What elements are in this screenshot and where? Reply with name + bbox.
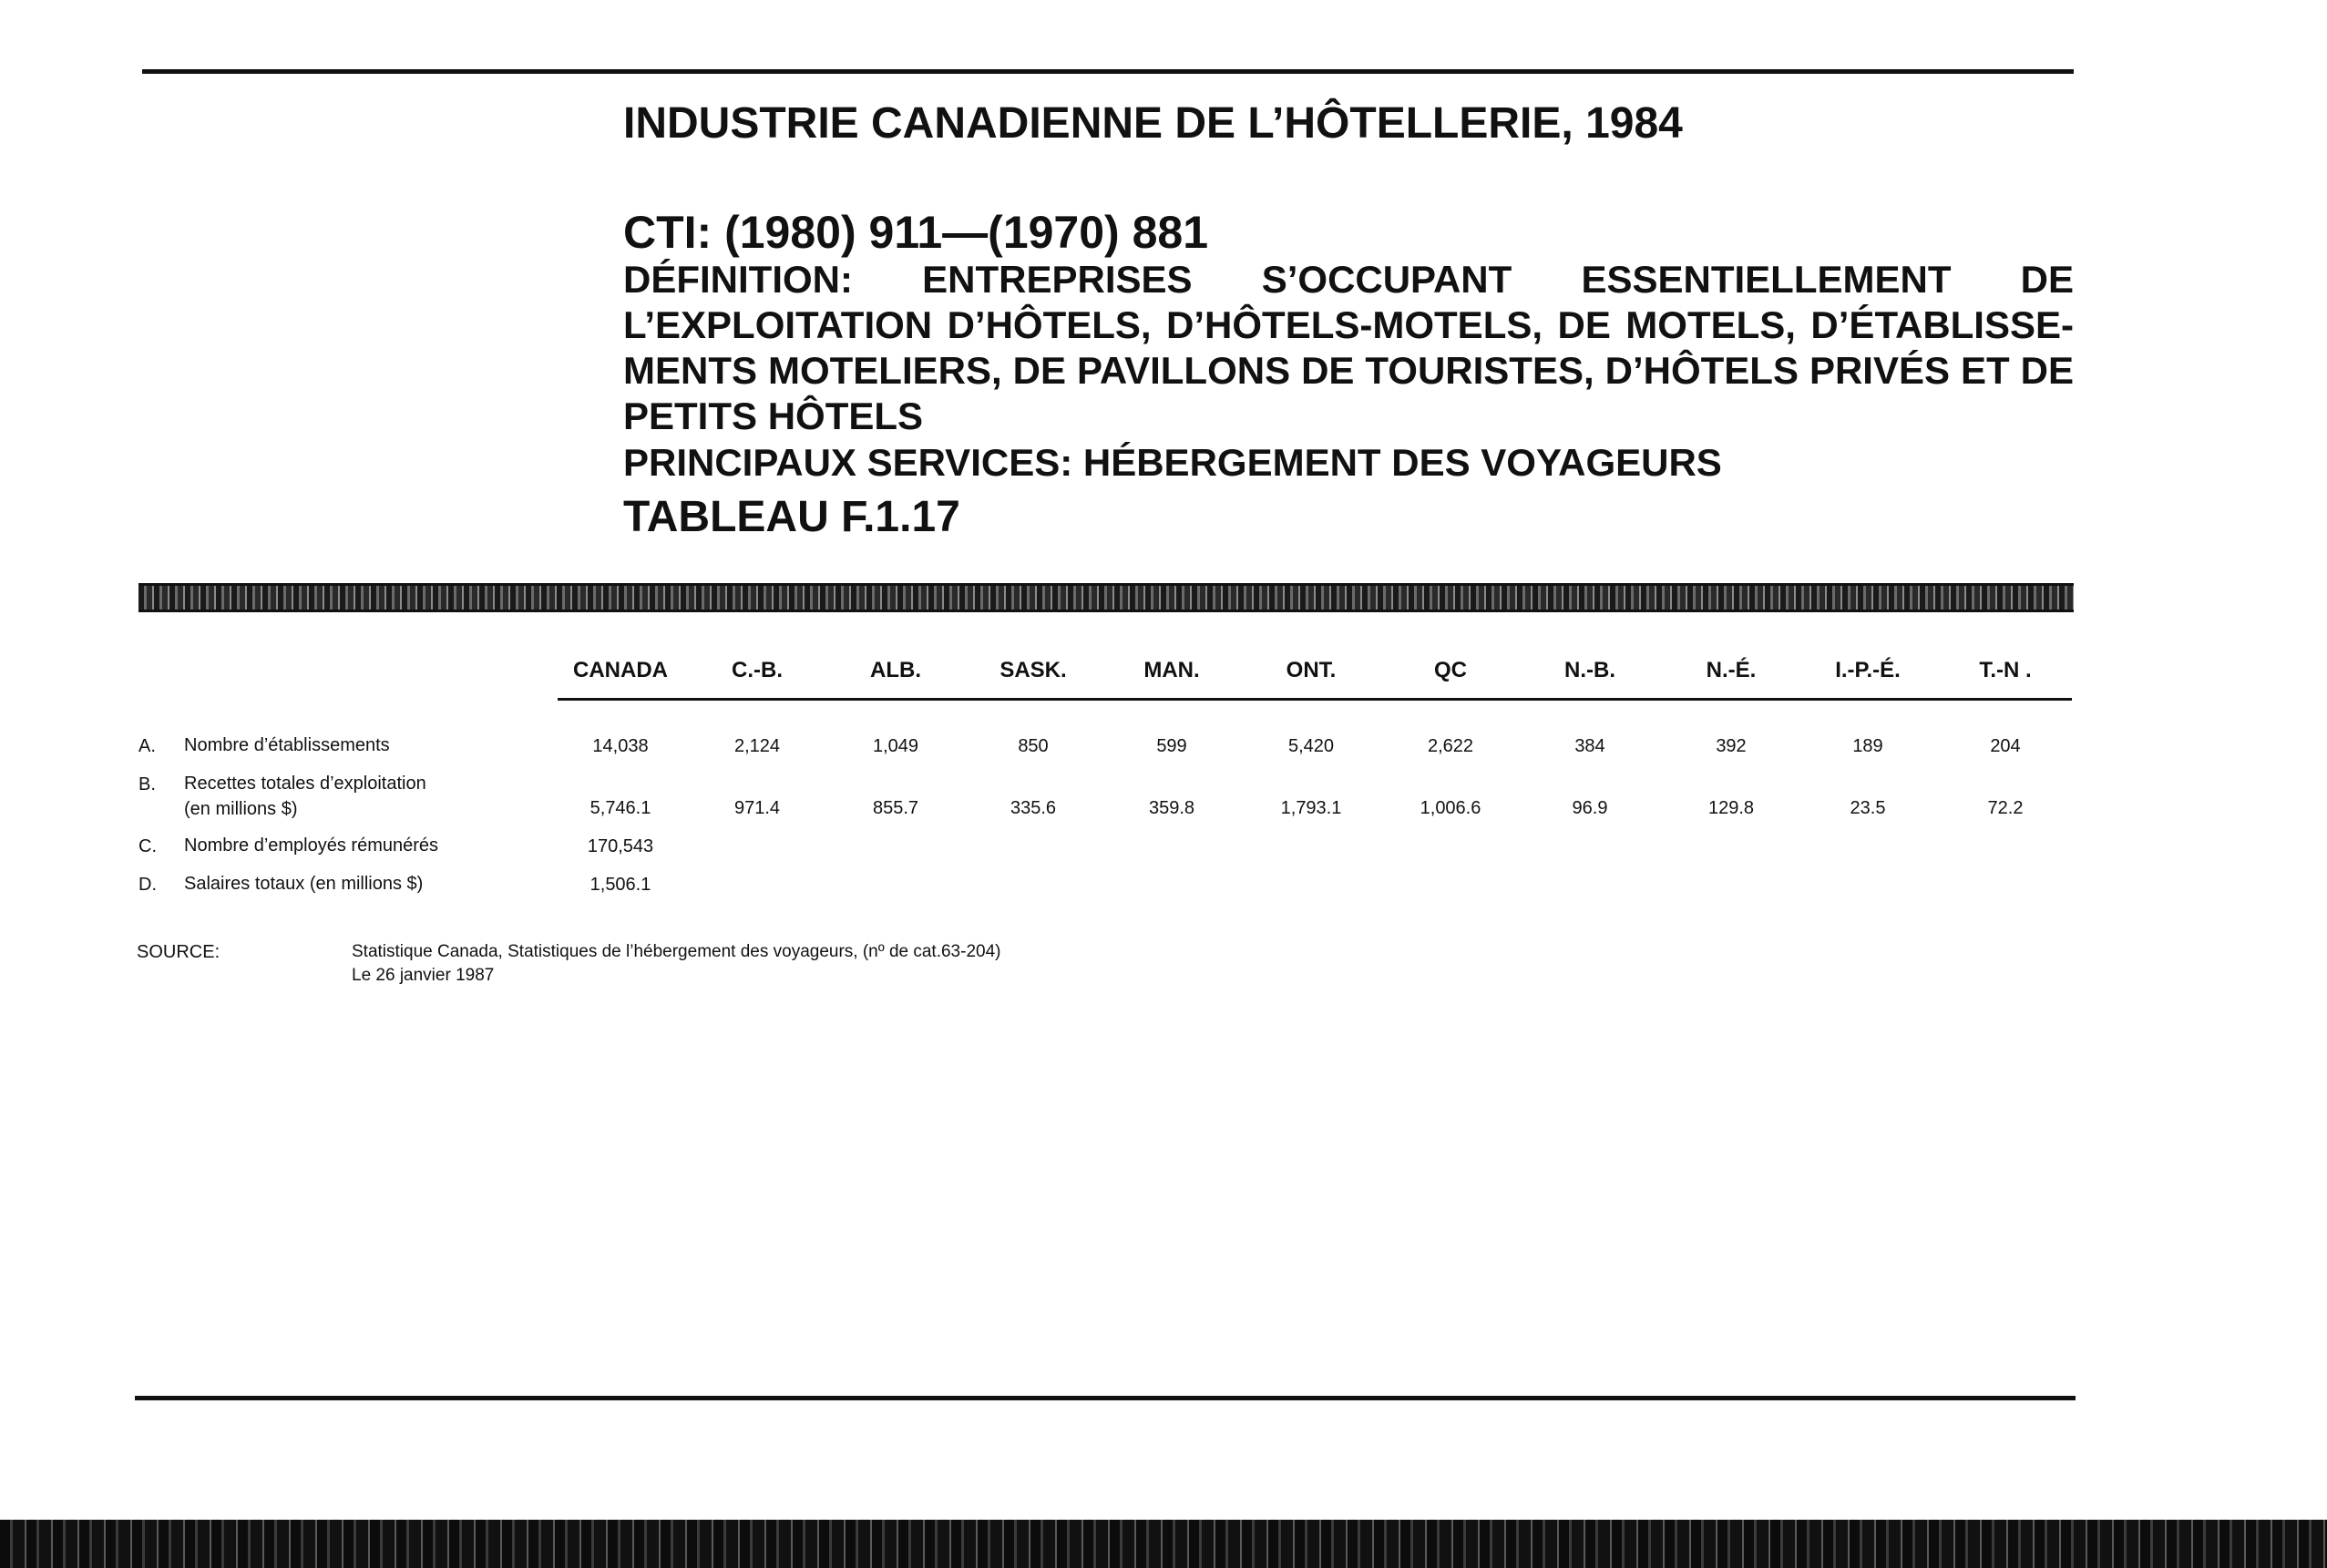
column-header: SASK.	[999, 658, 1067, 682]
source-date: Le 26 janvier 1987	[352, 966, 495, 985]
column-header: MAN.	[1143, 658, 1200, 682]
row-label-line: Salaires totaux (en millions $)	[184, 874, 424, 894]
column-header: ONT.	[1286, 658, 1337, 682]
table-cell: 72.2	[1987, 798, 2024, 818]
table-cell: 14,038	[592, 736, 649, 756]
row-label-line: Nombre d’établissements	[184, 735, 390, 755]
table-id: TABLEAU F.1.17	[623, 493, 960, 541]
column-header: QC	[1434, 658, 1467, 682]
header-band	[138, 583, 2074, 612]
row-label	[184, 733, 390, 758]
table-cell: 384	[1574, 736, 1605, 756]
row-label	[184, 771, 426, 822]
row-label-line: Recettes totales d’exploitation	[184, 774, 426, 794]
row-letter: B.	[138, 774, 156, 794]
principal-services: PRINCIPAUX SERVICES: HÉBERGEMENT DES VOYAGEURS	[623, 441, 1722, 484]
table-cell: 359.8	[1148, 798, 1195, 818]
row-label	[184, 871, 423, 897]
table-cell: 850	[1018, 736, 1049, 756]
table-cell: 170,543	[587, 836, 654, 856]
table-cell: 855.7	[872, 798, 919, 818]
source-label: SOURCE:	[137, 942, 220, 962]
table-cell: 2,124	[733, 736, 781, 756]
column-header: ALB.	[870, 658, 921, 682]
row-letter: D.	[138, 875, 157, 895]
table-cell: 1,793.1	[1280, 798, 1342, 818]
top-rule	[142, 69, 2074, 74]
table-cell: 1,506.1	[589, 875, 651, 895]
scan-edge-strip	[0, 1520, 2327, 1568]
table-cell: 335.6	[1010, 798, 1057, 818]
column-header: T.-N .	[1979, 658, 2032, 682]
table-cell: 2,622	[1427, 736, 1474, 756]
cti-code: CTI: (1980) 911—(1970) 881	[623, 207, 1209, 258]
table-cell: 129.8	[1707, 798, 1755, 818]
table-cell: 1,049	[872, 736, 919, 756]
column-header: N.-É.	[1706, 658, 1757, 682]
table-cell: 599	[1156, 736, 1187, 756]
document-title: INDUSTRIE CANADIENNE DE L’HÔTELLERIE, 1984	[623, 99, 1683, 148]
row-letter: C.	[138, 836, 157, 856]
row-letter: A.	[138, 736, 156, 756]
row-label-line: (en millions $)	[184, 799, 298, 819]
table-cell: 204	[1990, 736, 2021, 756]
table-cell: 5,746.1	[589, 798, 651, 818]
table-cell: 189	[1852, 736, 1883, 756]
table-cell: 392	[1716, 736, 1747, 756]
row-label	[184, 833, 438, 858]
row-label-line: Nombre d’employés rémunérés	[184, 835, 439, 856]
table-cell: 23.5	[1850, 798, 1886, 818]
table-cell: 5,420	[1287, 736, 1335, 756]
column-header: C.-B.	[732, 658, 783, 682]
column-header: N.-B.	[1564, 658, 1615, 682]
table-cell: 1,006.6	[1420, 798, 1481, 818]
table-header-rule	[558, 698, 2072, 701]
table-cell: 971.4	[733, 798, 781, 818]
source-citation: Statistique Canada, Statistiques de l’hébergement des voyageurs, (nº de cat.63-204)	[352, 942, 1001, 961]
column-header: I.-P.-É.	[1835, 658, 1901, 682]
definition-text: DÉFINITION: ENTREPRISES S’OCCUPANT ESSENTIELLEMENT DE L’EXPLOITATION D’HÔTELS, D’HÔTELS-MOTELS, DE MOTELS, D’ÉTABLISSE-MENTS MOTELIERS, DE PAVILLONS DE TOURISTES, D’HÔTELS PRIVÉS ET DE PETITS HÔTELS	[623, 258, 2074, 437]
column-header: CANADA	[573, 658, 668, 682]
table-cell: 96.9	[1572, 798, 1608, 818]
bottom-rule	[135, 1396, 2076, 1400]
